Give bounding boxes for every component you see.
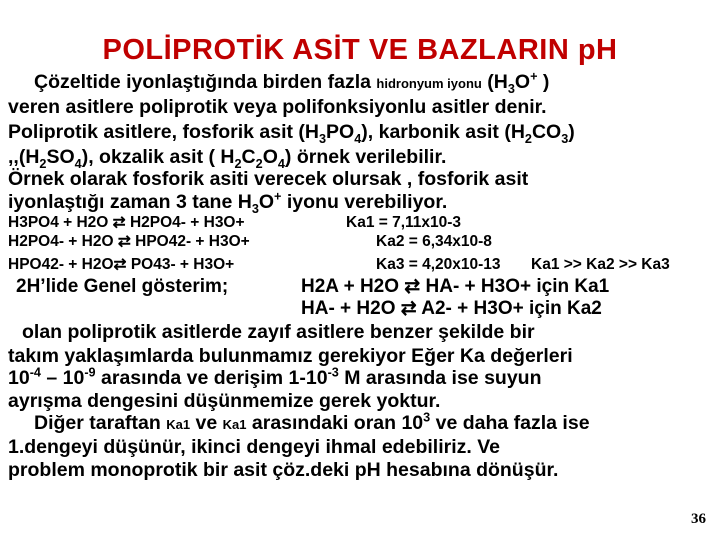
ka2-value: Ka2 = 6,34x10-8 [376, 233, 492, 250]
para2-line4: ayrışma dengesini düşünmemize gerek yoktur. [8, 390, 441, 412]
equation-3: HPO42- + H2O⇄ PO43- + H3O+ [8, 256, 235, 273]
para1-line1: Çözeltide iyonlaştığında birden fazla hidronyum iyonu ($H_3O^+$ ) [34, 69, 550, 96]
general-equation-1: H2A + H2O ⇄ HA- + H3O+ için Ka1 [301, 276, 610, 297]
equation-1: H3PO4 + H2O ⇄ H2PO4- + H3O+ [8, 214, 245, 231]
para1-line5: Örnek olarak fosforik asiti verecek olursak , fosforik asit [8, 168, 529, 190]
para2-line5: Diğer taraftan Ka1 ve Ka1 arasındaki oran $10^3$ ve daha fazla ise [34, 410, 590, 434]
para2-line2: takım yaklaşımlarda bulunmamız gerekiyor Eğer Ka değerleri [8, 345, 573, 367]
ka-comparison: Ka1 >> Ka2 >> Ka3 [531, 256, 670, 273]
general-equation-2: HA- + H2O ⇄ A2- + H3O+ için Ka2 [301, 298, 602, 319]
ka1-value: Ka1 = 7,11x10-3 [346, 214, 462, 231]
slide-title: POLİPROTİK ASİT VE BAZLARIN pH [102, 34, 618, 66]
para1-line2: veren asitlere poliprotik veya polifonksiyonlu asitler denir. [8, 96, 547, 118]
para2-line1: olan poliprotik asitlerde zayıf asitlere benzer şekilde bir [22, 321, 535, 343]
page-number: 36 [691, 511, 706, 527]
para1-line6: iyonlaştığı zaman 3 tane $H_3O^+$ iyonu verebiliyor. [8, 189, 448, 216]
ka3-value: Ka3 = 4,20x10-13 [376, 256, 501, 273]
para1-line4: $,,(H_2SO_4)$, okzalik asit ( $H_2C_2O_4$) örnek verilebilir. [8, 146, 447, 171]
para2-line6: 1.dengeyi düşünür, ikinci dengeyi ihmal edebiliriz. Ve [8, 436, 500, 458]
para1-line3: Poliprotik asitlere, fosforik asit $(H_3PO_4)$, karbonik asit $(H_2CO_3)$ [8, 121, 575, 146]
general-notation-label: 2H’lide Genel gösterim; [16, 276, 229, 297]
equation-2: H2PO4- + H2O ⇄ HPO42- + H3O+ [8, 233, 250, 250]
para2-line7: problem monoprotik bir asit çöz.deki pH hesabına dönüşür. [8, 459, 559, 481]
para2-line3: $10^{-4} - 10^{-9}$ arasında ve derişim $1-10^{-3}$ M arasında ise suyun [8, 365, 542, 389]
